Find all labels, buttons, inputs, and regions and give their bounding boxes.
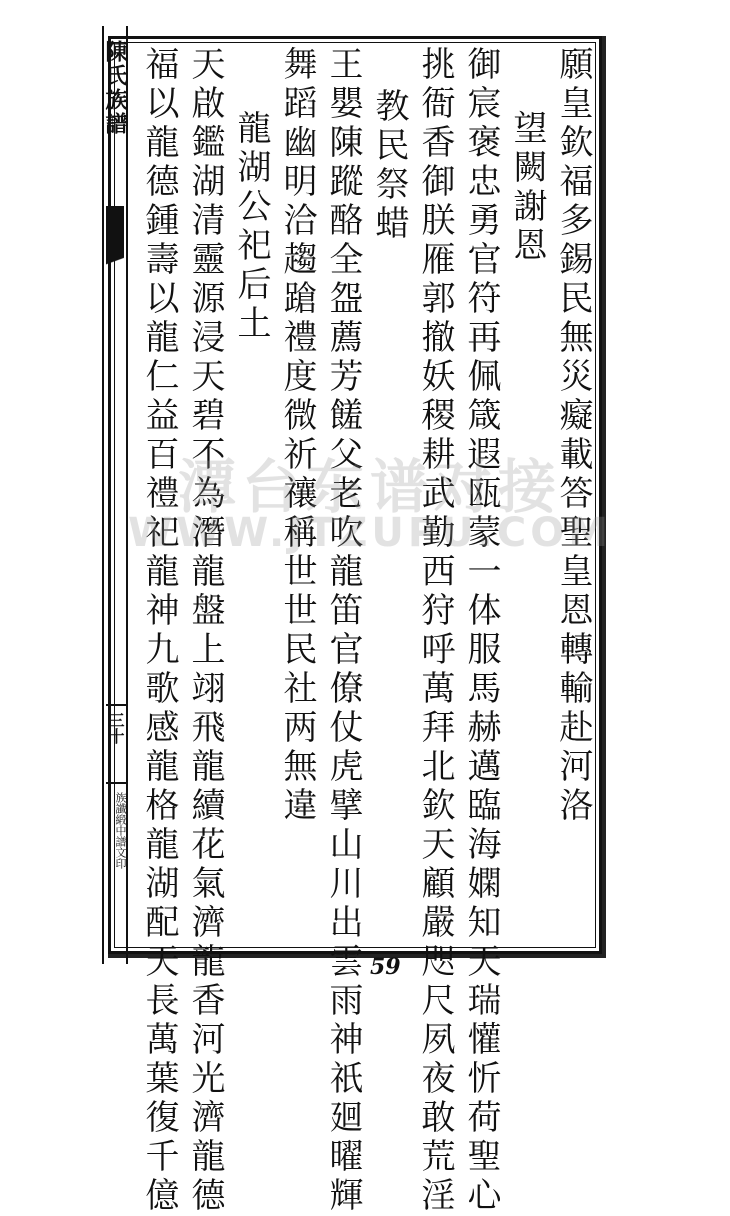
edge-divider-bottom <box>106 782 126 784</box>
text-column-1: 願皇欽福多錫民無災癡載答聖皇恩轉輸赴河洛 <box>553 46 593 826</box>
text-column-6: 王嬰陳蹤酪全盌薦芳饈父老吹龍笛官僚仗虎擘山川出雲雨神祇廻曜輝 <box>323 46 363 1216</box>
edge-book-title: 陳氏族譜 <box>102 40 128 136</box>
text-column-3: 御宸褒忠勇官符再佩箴遐瓯蒙一体服馬赫邁臨海嫻知天瑞懽忻荷聖心 <box>461 46 501 1216</box>
edge-publisher-mark: 族讖緞中譜文印 <box>114 792 127 869</box>
watermark-url: WWW.JTZUPU.COM <box>127 510 613 556</box>
edge-page-number: 三十 <box>106 712 125 744</box>
fishtail-mark <box>106 206 124 296</box>
folio-number: 59 <box>370 954 401 980</box>
text-column-7: 舞蹈幽明洽趨蹌禮度微祈禳稱世世民社两無違 <box>277 46 317 826</box>
text-column-2-heading: 望闕謝恩 <box>507 110 547 266</box>
text-column-4: 挑衙香御朕雁郭撤妖稷耕武勤西狩呼萬拜北欽天顧嚴咫尺夙夜敢荒淫 <box>415 46 455 1216</box>
watermark-text: 潭台东谱对接 <box>177 453 562 521</box>
text-column-8-heading: 龍湖公祀后土 <box>231 110 271 344</box>
text-column-10: 福以龍德鍾壽以龍仁益百禮祀龍神九歌感龍格龍湖配天長萬葉復千億 <box>139 46 179 1216</box>
text-column-5-heading: 教民祭蜡 <box>369 88 409 244</box>
edge-divider-top <box>106 704 126 706</box>
text-column-9: 天啟鑑湖清靈源浸天碧不為潛龍盤上翊飛龍續花氣濟龍香河光濟龍德 <box>185 46 225 1216</box>
